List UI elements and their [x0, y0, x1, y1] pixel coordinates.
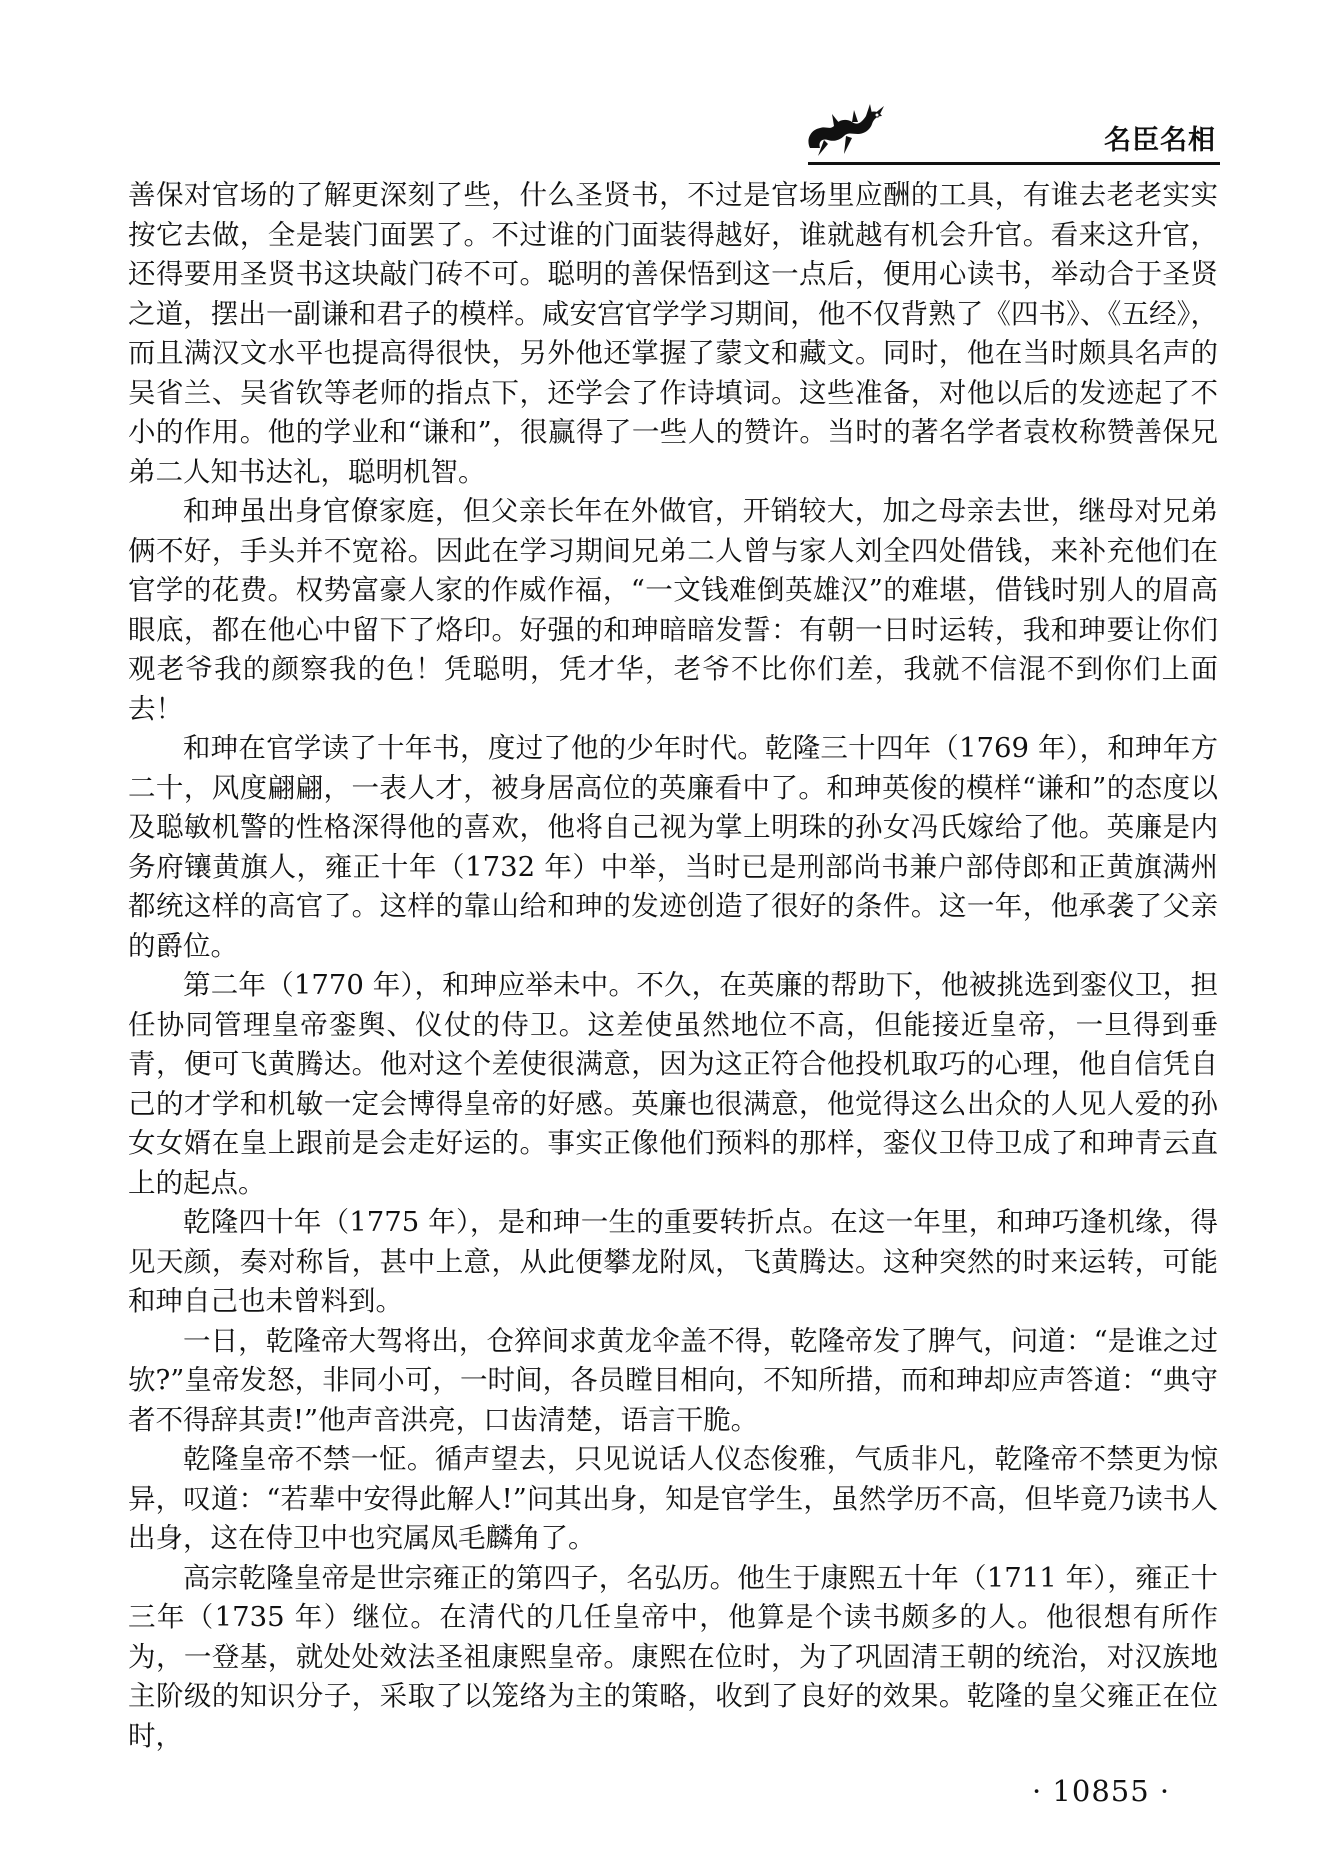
page-number: · 10855 · [1032, 1774, 1171, 1808]
paragraph: 和珅在官学读了十年书，度过了他的少年时代。乾隆三十四年（1769 年），和珅年方二十，风度翩翩，一表人才，被身居高位的英廉看中了。和珅英俊的模样“谦和”的态度以及聪敏机警的性格深得他的喜欢，他将自己视为掌上明珠的孙女冯氏嫁给了他。英廉是内务府镶黄旗人，雍正十年（1732 年）中举，当时已是刑部尚书兼户部侍郎和正黄旗满州都统这样的高官了。这样的靠山给和珅的发迹创造了很好的条件。这一年，他承袭了父亲的爵位。 [128, 732, 1218, 962]
paragraph: 乾隆四十年（1775 年），是和珅一生的重要转折点。在这一年里，和珅巧逢机缘，得见天颜，奏对称旨，甚中上意，从此便攀龙附凤，飞黄腾达。这种突然的时来运转，可能和珅自己也未曾料到。 [128, 1206, 1218, 1317]
header-rule [808, 162, 1220, 165]
paragraph: 善保对官场的了解更深刻了些，什么圣贤书，不过是官场里应酬的工具，有谁去老老实实按它去做，全是装门面罢了。不过谁的门面装得越好，谁就越有机会升官。看来这升官，还得要用圣贤书这块敲门砖不可。聪明的善保悟到这一点后，便用心读书，举动合于圣贤之道，摆出一副谦和君子的模样。咸安宫官学学习期间，他不仅背熟了《四书》、《五经》，而且满汉文水平也提高得很快，另外他还掌握了蒙文和藏文。同时，他在当时颇具名声的吴省兰、吴省钦等老师的指点下，还学会了作诗填词。这些准备，对他以后的发迹起了不小的作用。他的学业和“谦和”，很赢得了一些人的赞许。当时的著名学者袁枚称赞善保兄弟二人知书达礼，聪明机智。 [128, 179, 1218, 488]
section-title: 名臣名相 [1104, 125, 1216, 156]
paragraph: 乾隆皇帝不禁一怔。循声望去，只见说话人仪态俊雅，气质非凡，乾隆帝不禁更为惊异，叹道：“若辈中安得此解人!”问其出身，知是官学生，虽然学历不高，但毕竟乃读书人出身，这在侍卫中也究属凤毛麟角了。 [128, 1443, 1218, 1554]
paragraph: 第二年（1770 年），和珅应举未中。不久，在英廉的帮助下，他被挑选到銮仪卫，担任协同管理皇帝銮舆、仪仗的侍卫。这差使虽然地位不高，但能接近皇帝，一旦得到垂青，便可飞黄腾达。他对这个差使很满意，因为这正符合他投机取巧的心理，他自信凭自己的才学和机敏一定会博得皇帝的好感。英廉也很满意，他觉得这么出众的人见人爱的孙女女婿在皇上跟前是会走好运的。事实正像他们预料的那样，銮仪卫侍卫成了和珅青云直上的起点。 [128, 969, 1218, 1199]
page-header [800, 96, 1220, 166]
paragraph: 高宗乾隆皇帝是世宗雍正的第四子，名弘历。他生于康熙五十年（1711 年），雍正十三年（1735 年）继位。在清代的几任皇帝中，他算是个读书颇多的人。他很想有所作为，一登基，就处处效法圣祖康熙皇帝。康熙在位时，为了巩固清王朝的统治，对汉族地主阶级的知识分子，采取了以笼络为主的策略，收到了良好的效果。乾隆的皇父雍正在位时， [128, 1561, 1218, 1752]
dragon-icon [800, 96, 890, 166]
paragraph: 和珅虽出身官僚家庭，但父亲长年在外做官，开销较大，加之母亲去世，继母对兄弟俩不好，手头并不宽裕。因此在学习期间兄弟二人曾与家人刘全四处借钱，来补充他们在官学的花费。权势富豪人家的作威作福，“一文钱难倒英雄汉”的难堪，借钱时别人的眉高眼底，都在他心中留下了烙印。好强的和珅暗暗发誓：有朝一日时运转，我和珅要让你们观老爷我的颜察我的色！凭聪明，凭才华，老爷不比你们差，我就不信混不到你们上面去！ [128, 495, 1218, 725]
paragraph: 一日，乾隆帝大驾将出，仓猝间求黄龙伞盖不得，乾隆帝发了脾气，问道：“是谁之过欤?”皇帝发怒，非同小可，一时间，各员瞠目相向，不知所措，而和珅却应声答道：“典守者不得辞其责!”他声音洪亮，口齿清楚，语言干脆。 [128, 1324, 1218, 1436]
body-text [128, 176, 1218, 1756]
